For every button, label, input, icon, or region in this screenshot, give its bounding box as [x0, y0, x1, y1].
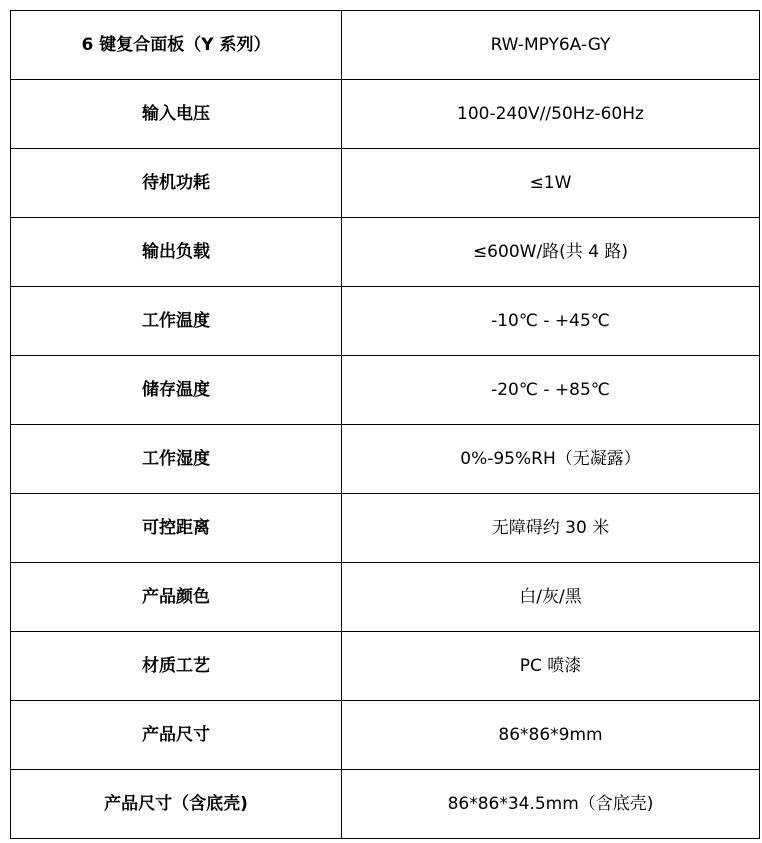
table-row: [11, 632, 760, 701]
spec-label: 可控距离: [11, 494, 342, 563]
spec-value: -10℃ - +45℃: [342, 287, 760, 356]
table-row: [11, 425, 760, 494]
spec-label: 6 键复合面板（Y 系列）: [11, 11, 342, 80]
table-row: [11, 563, 760, 632]
spec-label: 储存温度: [11, 356, 342, 425]
table-row: [11, 701, 760, 770]
spec-label: 产品尺寸: [11, 701, 342, 770]
spec-label: 材质工艺: [11, 632, 342, 701]
table-row: [11, 287, 760, 356]
spec-label: 输入电压: [11, 80, 342, 149]
table-row: [11, 770, 760, 839]
spec-label: 工作湿度: [11, 425, 342, 494]
spec-table: [10, 10, 760, 839]
spec-label: 工作温度: [11, 287, 342, 356]
spec-label: 产品尺寸（含底壳): [11, 770, 342, 839]
spec-value: 86*86*34.5mm（含底壳): [342, 770, 760, 839]
table-row: [11, 218, 760, 287]
spec-value: -20℃ - +85℃: [342, 356, 760, 425]
spec-label: 待机功耗: [11, 149, 342, 218]
spec-value: 100-240V//50Hz-60Hz: [342, 80, 760, 149]
spec-value: 86*86*9mm: [342, 701, 760, 770]
spec-value: 无障碍约 30 米: [342, 494, 760, 563]
spec-value: 白/灰/黑: [342, 563, 760, 632]
spec-value: 0%-95%RH（无凝露）: [342, 425, 760, 494]
table-row: [11, 80, 760, 149]
spec-value: PC 喷漆: [342, 632, 760, 701]
spec-value: RW-MPY6A-GY: [342, 11, 760, 80]
spec-value: ≤600W/路(共 4 路): [342, 218, 760, 287]
spec-label: 产品颜色: [11, 563, 342, 632]
table-row: [11, 356, 760, 425]
spec-label: 输出负载: [11, 218, 342, 287]
table-row: [11, 149, 760, 218]
spec-value: ≤1W: [342, 149, 760, 218]
table-row: [11, 11, 760, 80]
table-row: [11, 494, 760, 563]
